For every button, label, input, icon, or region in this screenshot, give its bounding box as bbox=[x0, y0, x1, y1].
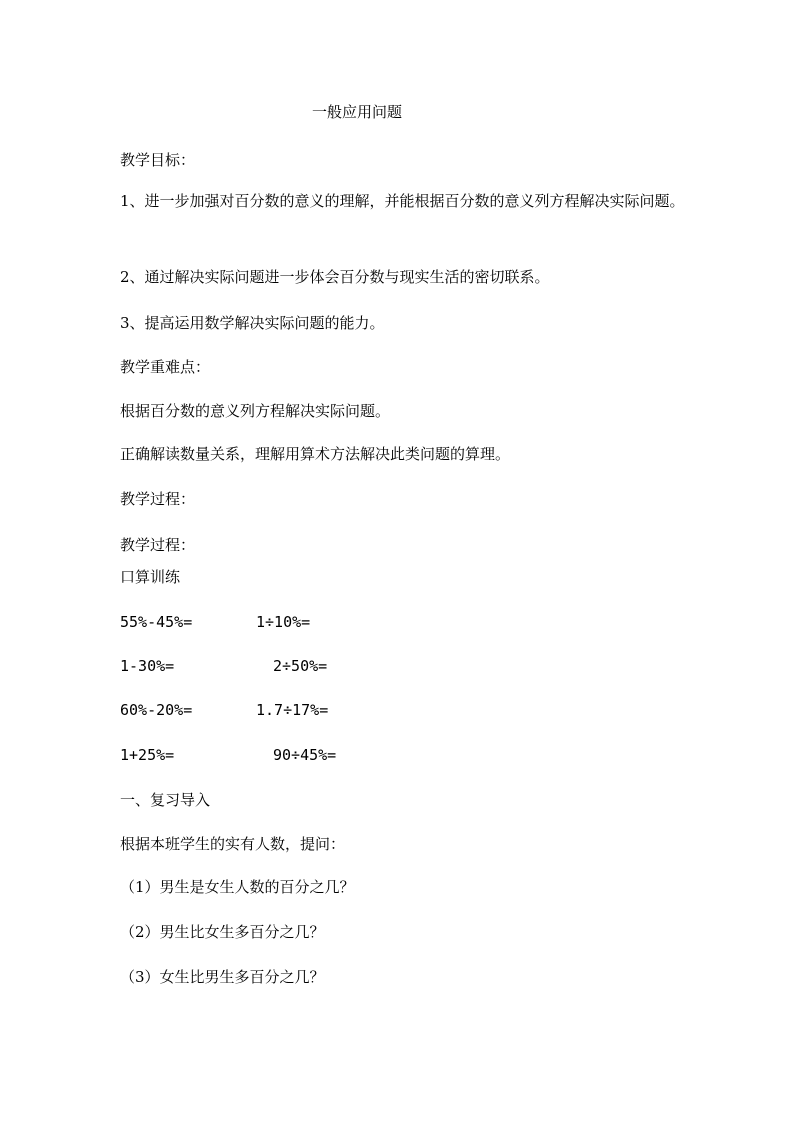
objectives-heading: 教学目标： bbox=[120, 151, 196, 169]
key-points-heading: 教学重难点： bbox=[120, 358, 211, 376]
section-one-heading: 一、复习导入 bbox=[120, 791, 211, 809]
question-item-3: （3）女生比男生多百分之几？ bbox=[120, 968, 325, 986]
question-item-1: （1）男生是女生人数的百分之几？ bbox=[120, 878, 355, 896]
document-title: 一般应用问题 bbox=[312, 103, 403, 121]
oral-exercise-right-2: 2÷50%= bbox=[273, 657, 328, 675]
intro-text: 根据本班学生的实有人数，提问： bbox=[120, 835, 346, 853]
objective-item-3: 3、提高运用数学解决实际问题的能力。 bbox=[120, 314, 385, 332]
oral-exercise-right-1: 1÷10%= bbox=[256, 613, 311, 631]
oral-exercise-right-3: 1.7÷17%= bbox=[256, 701, 329, 719]
process-heading-2: 教学过程： bbox=[120, 536, 196, 554]
key-point-item-1: 根据百分数的意义列方程解决实际问题。 bbox=[120, 402, 391, 420]
question-item-2: （2）男生比女生多百分之几？ bbox=[120, 923, 325, 941]
oral-exercise-right-4: 90÷45%= bbox=[273, 746, 337, 764]
oral-exercise-left-2: 1-30%= bbox=[120, 657, 175, 675]
oral-exercise-left-3: 60%-20%= bbox=[120, 701, 193, 719]
oral-training-heading: 口算训练 bbox=[120, 568, 181, 586]
oral-exercise-left-4: 1+25%= bbox=[120, 746, 175, 764]
key-point-item-2: 正确解读数量关系，理解用算术方法解决此类问题的算理。 bbox=[120, 445, 511, 463]
process-heading-1: 教学过程： bbox=[120, 490, 196, 508]
objective-item-2: 2、通过解决实际问题进一步体会百分数与现实生活的密切联系。 bbox=[120, 268, 550, 286]
oral-exercise-left-1: 55%-45%= bbox=[120, 613, 193, 631]
objective-item-1: 1、进一步加强对百分数的意义的理解，并能根据百分数的意义列方程解决实际问题。 bbox=[120, 192, 685, 210]
